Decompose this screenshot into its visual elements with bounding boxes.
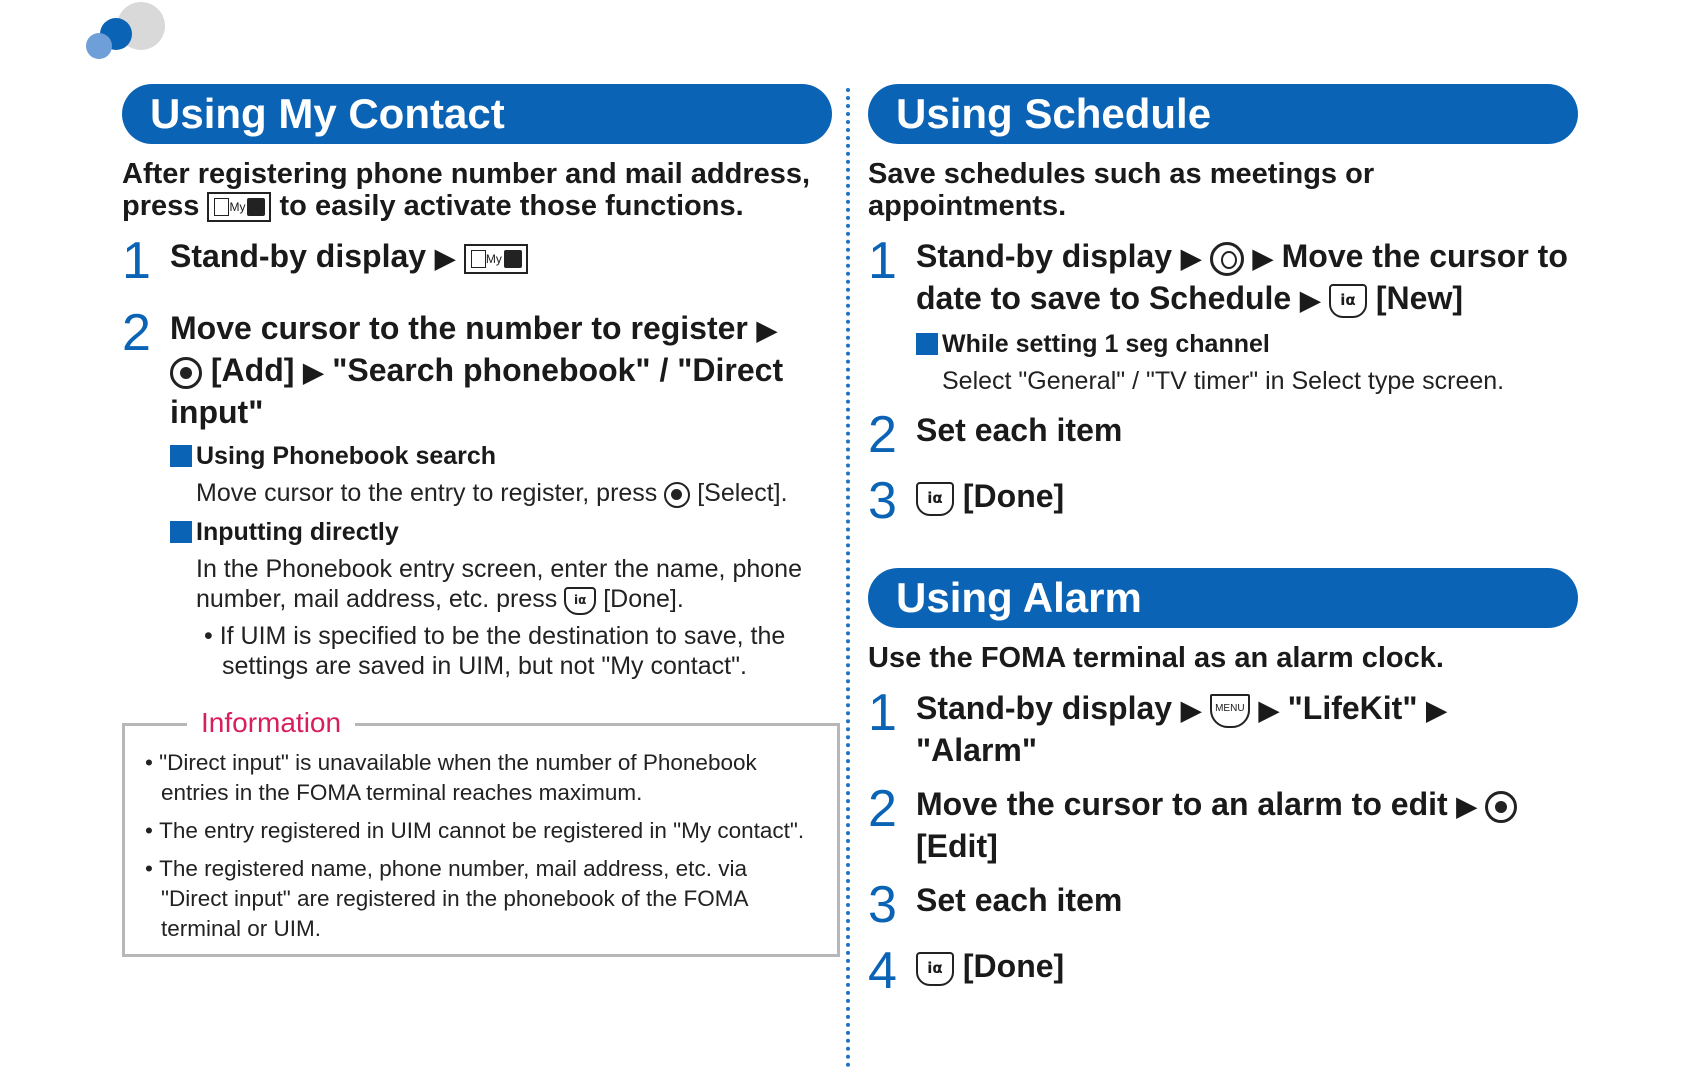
arrow-icon: ▶ xyxy=(1252,243,1273,273)
enter-key-icon xyxy=(1485,791,1517,823)
section-title: Using My Contact xyxy=(122,84,832,144)
enter-key-icon xyxy=(170,357,202,389)
section-lead: After registering phone number and mail address, press My to easily activate those functions. xyxy=(122,158,811,222)
arrow-icon: ▶ xyxy=(434,243,455,274)
column-divider xyxy=(846,88,850,1068)
1seg-body: Select "General" / "TV timer" in Select type screen. xyxy=(942,367,1505,395)
inputting-directly-body: In the Phonebook entry screen, enter the name, phone number, mail address, etc. press iα [Done]. xyxy=(196,555,802,614)
i-alpha-key-icon: iα xyxy=(564,587,596,615)
alarm-lead: Use the FOMA terminal as an alarm clock. xyxy=(868,642,1444,674)
arrow-icon: ▶ xyxy=(303,357,324,388)
information-box xyxy=(122,706,840,957)
subheading-1seg: While setting 1 seg channel xyxy=(916,328,1578,360)
arrow-icon: ▶ xyxy=(756,315,777,346)
arrow-icon: ▶ xyxy=(1426,695,1447,725)
alarm-section-title: Using Alarm xyxy=(868,568,1578,628)
navigation-key-icon xyxy=(1210,242,1244,276)
information-item: • "Direct input" is unavailable when the number of Phonebook entries in the FOMA terminal reaches maximum. xyxy=(145,749,757,805)
i-alpha-key-icon: iα xyxy=(916,482,954,516)
arrow-icon: ▶ xyxy=(1180,695,1201,725)
my-tv-key-icon: My xyxy=(207,192,271,222)
alarm-step-3: 3 Set each item xyxy=(868,876,1123,934)
step-2: 2 Set each item xyxy=(868,406,1123,464)
step-2: 2 Move cursor to the number to register ▶ [Add] ▶ "Search phonebook" / "Direct input" Using Phonebook search Move cursor to the entry to register, press [Select]. Inputting directly In the Phonebook entry screen, enter the name, phone number, mail address, etc. press iα [Done]. • If UIM is specified to be the destination to save, the settings are saved in UIM, but not "My contact". xyxy=(122,308,832,680)
section-lead: Save schedules such as meetings or appointments. xyxy=(868,158,1375,222)
square-bullet-icon xyxy=(916,333,938,355)
arrow-icon: ▶ xyxy=(1456,791,1477,821)
i-alpha-key-icon: iα xyxy=(916,952,954,986)
schedule-section xyxy=(868,84,1578,1000)
alarm-step-1: 1 Stand-by display ▶ MENU ▶ "LifeKit" ▶ "Alarm" xyxy=(868,684,1447,768)
phonebook-search-body: Move cursor to the entry to register, press [Select]. xyxy=(196,479,788,508)
step-1: 1 Stand-by display ▶ My xyxy=(122,236,832,278)
alarm-step-2: 2 Move the cursor to an alarm to edit ▶ [Edit] xyxy=(868,784,1578,866)
menu-key-icon: MENU xyxy=(1210,694,1250,728)
information-item: • The entry registered in UIM cannot be registered in "My contact". xyxy=(145,817,805,843)
uim-note: • If UIM is specified to be the destination to save, the settings are saved in UIM, but not "My contact". xyxy=(204,621,786,680)
section-title: Using Schedule xyxy=(868,84,1578,144)
alarm-step-4: 4 iα [Done] xyxy=(868,942,1065,1000)
square-bullet-icon xyxy=(170,445,192,467)
enter-key-icon xyxy=(664,482,690,508)
step-3: 3 iα [Done] xyxy=(868,472,1065,530)
step-1: 1 Stand-by display ▶ ▶ Move the cursor to date to save to Schedule ▶ iα [New] While setting 1 seg channel Select "General" / "TV timer" in Select type screen. xyxy=(868,236,1578,396)
subheading-inputting-directly: Inputting directly xyxy=(170,516,832,548)
arrow-icon: ▶ xyxy=(1180,243,1201,273)
arrow-icon: ▶ xyxy=(1258,695,1279,725)
information-title: Information xyxy=(187,706,355,740)
square-bullet-icon xyxy=(170,521,192,543)
arrow-icon: ▶ xyxy=(1300,285,1321,315)
decorative-circle-light xyxy=(86,33,112,59)
information-item: • The registered name, phone number, mail address, etc. via "Direct input" are registered in the phonebook of the FOMA terminal or UIM. xyxy=(145,855,748,941)
my-contact-section xyxy=(122,84,832,957)
my-tv-key-icon: My xyxy=(464,244,528,274)
i-alpha-key-icon: iα xyxy=(1329,284,1367,318)
subheading-phonebook-search: Using Phonebook search xyxy=(170,440,832,472)
